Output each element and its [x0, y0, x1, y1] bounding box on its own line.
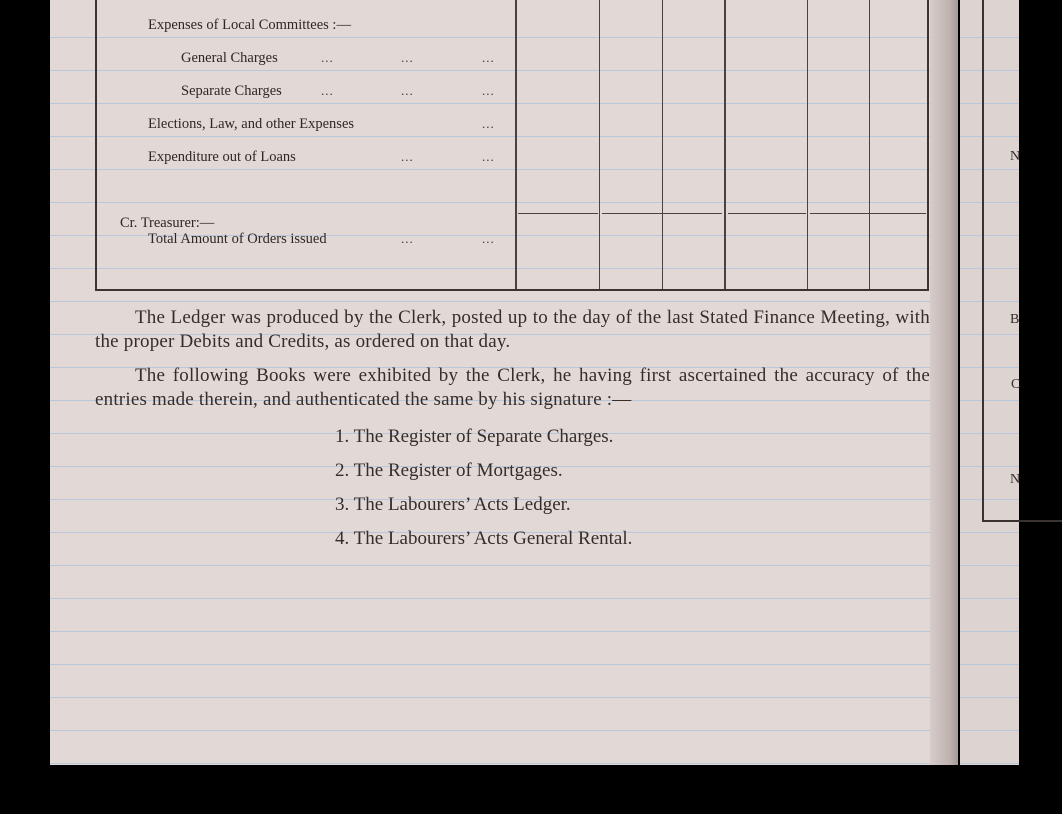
facing-page-table: [982, 0, 1062, 522]
row-label-local-committees: Expenses of Local Committees :—: [148, 17, 351, 33]
leader-dots: ...: [482, 116, 495, 131]
book-list-item: 2. The Register of Mortgages.: [335, 460, 563, 481]
facing-fragment-4: N: [1010, 472, 1021, 487]
facing-fragment-1: N: [1010, 149, 1021, 164]
page-gutter: [930, 0, 958, 765]
row-label-total-orders: Total Amount of Orders issued: [148, 231, 327, 247]
leader-dots: ...: [401, 83, 414, 98]
column-divider: [515, 0, 517, 289]
facing-page: [960, 0, 1019, 765]
book-list-item: 1. The Register of Separate Charges.: [335, 426, 614, 447]
leader-dots: ...: [401, 50, 414, 65]
row-label-general-charges: General Charges: [181, 50, 278, 66]
leader-dots: ...: [401, 149, 414, 164]
leader-dots: ...: [321, 83, 334, 98]
row-label-elections: Elections, Law, and other Expenses: [148, 116, 355, 132]
total-rule: [728, 213, 806, 214]
column-divider: [724, 0, 726, 289]
row-label-separate-charges: Separate Charges: [181, 83, 282, 99]
facing-fragment-2: B: [1010, 312, 1020, 327]
column-divider: [599, 0, 600, 289]
column-divider: [807, 0, 808, 289]
column-divider: [869, 0, 870, 289]
treasurer-heading: Cr. Treasurer:—: [120, 215, 215, 231]
ledger-paragraph: The Ledger was produced by the Clerk, posted up to the day of the last Stated Finance Meeting, with the proper Debits and Credits, as ordered on that day.: [95, 307, 930, 352]
book-list-item: 3. The Labourers’ Acts Ledger.: [335, 494, 571, 515]
books-paragraph: The following Books were exhibited by the Clerk, he having first ascertained the accuracy of the entries made therein, and authenticated the same by his signature :—: [95, 365, 930, 410]
leader-dots: ...: [401, 231, 414, 246]
leader-dots: ...: [482, 50, 495, 65]
column-divider: [662, 0, 663, 289]
total-rule: [518, 213, 598, 214]
leader-dots: ...: [482, 149, 495, 164]
book-list-item: 4. The Labourers’ Acts General Rental.: [335, 528, 633, 549]
total-rule: [810, 213, 926, 214]
total-rule: [602, 213, 722, 214]
leader-dots: ...: [321, 50, 334, 65]
facing-fragment-3: C: [1011, 377, 1021, 392]
leader-dots: ...: [482, 83, 495, 98]
leader-dots: ...: [482, 231, 495, 246]
row-label-expenditure-loans: Expenditure out of Loans: [148, 149, 296, 165]
